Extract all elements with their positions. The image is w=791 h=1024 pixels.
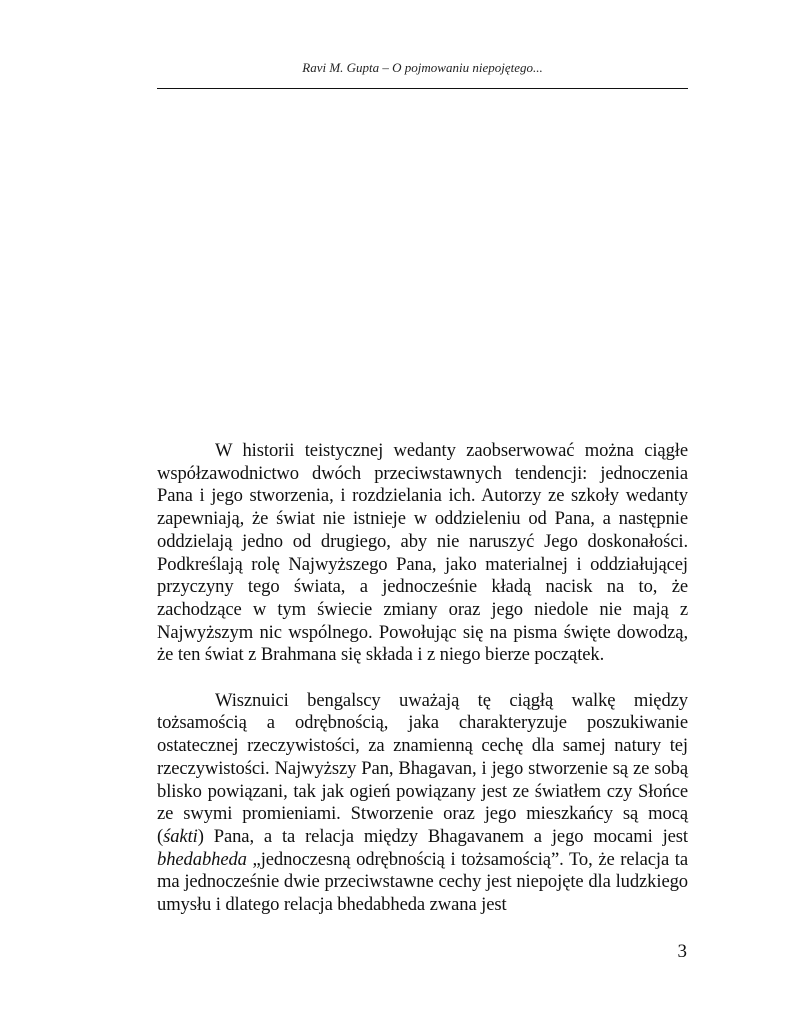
paragraph-2-text-2: ) Pana, a ta relacja między Bhagavanem a jego mocami jest xyxy=(197,825,688,847)
paragraph-2-text-1: Wisznuici bengalscy uważają tę ciągłą walkę między tożsamością a odrębnością, jaka charakteryzuje poszukiwanie ostatecznej rzeczywistości, za znamienną cechę dla samej natury tej rzeczywistości. Najwyższy Pan, Bhagavan, i jego stworzenie są ze sobą blisko powiązani, tak jak ogień powiązany jest ze światłem czy Słońce ze swymi promieniami. Stworzenie oraz jego mieszkańcy są mocą ( xyxy=(157,689,688,847)
paragraph-1: W historii teistycznej wedanty zaobserwować można ciągłe współzawodnictwo dwóch przeciwstawnych tendencji: jednoczenia Pana i jego stworzenia, i rozdzielania ich. Autorzy ze szkoły wedanty zapewniają, że świat nie istnieje w oddzieleniu od Pana, a następnie oddzielają jedno od drugiego, aby nie naruszyć Jego doskonałości. Podkreślają rolę Najwyższego Pana, jako materialnej i oddziałującej przyczyny tego świata, a jednocześnie kładą nacisk na to, że zachodzące w tym świecie zmiany oraz jego niedole nie mają z Najwyższym nic wspólnego. Powołując się na pisma święte dowodzą, że ten świat z Brahmana się składa i z niego bierze początek. xyxy=(157,440,688,666)
paragraph-2 xyxy=(157,690,688,917)
term-sakti: śakti xyxy=(163,825,198,847)
page-number: 3 xyxy=(677,941,687,962)
paragraph-2-text-3: „jednoczesną odrębnością i tożsamością”. To, że relacja ta ma jednocześnie dwie przeciwstawne cechy jest niepojęte dla ludzkiego umysłu i dlatego relacja bhedabheda zwana jest xyxy=(157,848,688,916)
header-divider xyxy=(157,88,688,89)
body-text xyxy=(157,440,688,939)
running-header: Ravi M. Gupta – O pojmowaniu niepojętego... xyxy=(302,60,543,75)
term-bhedabheda: bhedabheda xyxy=(157,848,247,870)
